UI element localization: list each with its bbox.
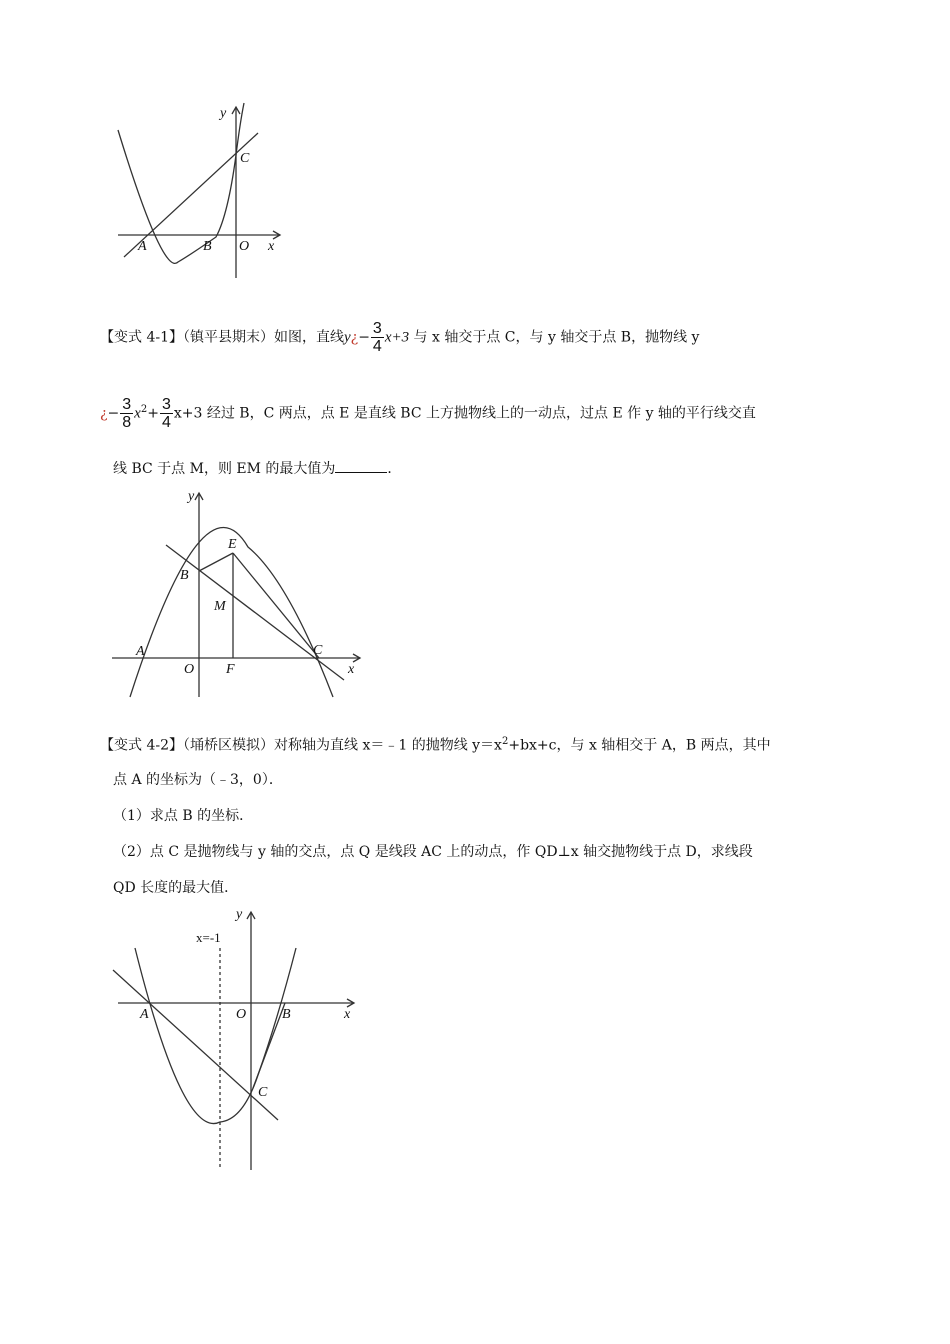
segment-cb	[253, 1003, 285, 1088]
label-a: A	[138, 239, 147, 254]
problem-42-q1: （1）求点 B 的坐标．	[113, 808, 254, 824]
label-m: M	[214, 599, 226, 614]
figure-1-graph	[110, 95, 300, 285]
line-ac	[113, 970, 278, 1120]
segment-be	[199, 553, 233, 571]
figure-2-svg	[108, 485, 368, 700]
fraction-3-4: $\frac{3}{4}$	[372, 320, 382, 355]
figure-3-graph	[108, 900, 368, 1175]
label-x: x	[268, 239, 275, 254]
figure-2-graph	[108, 485, 368, 700]
label-o: O	[184, 662, 195, 677]
label-y: y	[188, 489, 195, 504]
answer-blank[interactable]	[335, 458, 387, 473]
problem-42-q2: （2）点 C 是抛物线与 y 轴的交点，点 Q 是线段 AC 上的动点，作 QD⊥x 轴交抛物线于点 D，求线段	[113, 844, 753, 860]
problem-42-line1: 【变式 4-2】（埇桥区模拟）对称轴为直线 x＝﹣1 的抛物线 $y=x^2+bx+c$，与 x 轴相交于 A，B 两点，其中	[100, 736, 771, 754]
problem-41-line2: ¿− $\frac{3}{8}$ $x^2+$ $\frac{3}{4}$ x+3 经过 B，C 两点，点 E 是直线 BC 上方抛物线上的一动点，过点 E 作 y 轴的平行线交直	[100, 396, 756, 431]
label-o: O	[236, 1007, 247, 1022]
label-y: y	[236, 907, 243, 922]
figure-3-svg	[108, 900, 368, 1175]
fraction-3-8: $\frac{3}{8}$	[122, 396, 132, 431]
problem-41-line3: 线 BC 于点 M，则 EM 的最大值为 ．	[113, 458, 883, 479]
label-x: x	[344, 1007, 351, 1022]
problem-41-source: （镇平县期末）	[183, 329, 274, 346]
label-b: B	[203, 239, 212, 254]
label-c: C	[240, 151, 250, 166]
label-a: A	[140, 1007, 149, 1022]
line-bc	[166, 545, 344, 680]
label-o: O	[239, 239, 250, 254]
label-c: C	[258, 1085, 268, 1100]
label-e: E	[228, 537, 237, 552]
label-c: C	[313, 643, 323, 658]
parabola-curve	[118, 103, 244, 263]
problem-42-q2b: QD 长度的最大值．	[113, 880, 239, 896]
label-b: B	[180, 568, 189, 583]
label-f: F	[226, 662, 235, 677]
label-y: y	[220, 106, 227, 121]
problem-41-tag: 【变式 4-1】	[100, 329, 183, 346]
figure-1-svg	[110, 95, 300, 285]
label-x: x	[348, 662, 355, 677]
problem-41-line1: 【变式 4-1】（镇平县期末）如图，直线y¿− $\frac{3}{4}$ x+3 与 x 轴交于点 C，与 y 轴交于点 B，抛物线 y	[100, 320, 700, 355]
parabola-curve	[135, 948, 296, 1124]
label-a: A	[136, 644, 145, 659]
problem-42-source: （埇桥区模拟）	[183, 737, 274, 754]
fraction-3-4b: $\frac{3}{4}$	[161, 396, 171, 431]
label-b: B	[282, 1007, 291, 1022]
label-axis: x=-1	[196, 930, 221, 945]
problem-42-line2: 点 A 的坐标为（﹣3，0）．	[113, 772, 283, 788]
problem-42-tag: 【变式 4-2】	[100, 737, 183, 754]
